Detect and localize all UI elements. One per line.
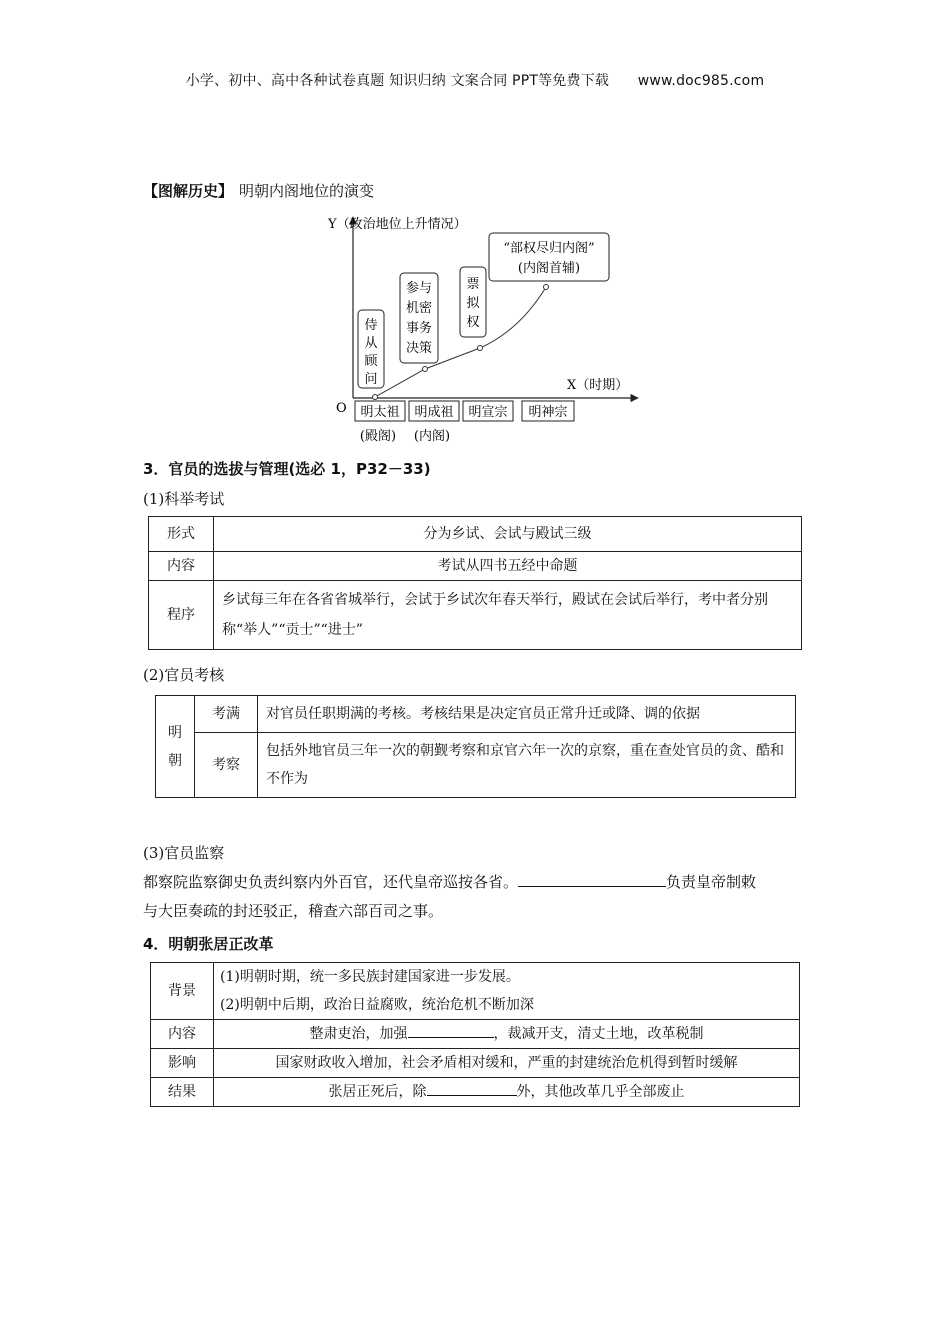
svg-text:明太祖: 明太祖 bbox=[360, 405, 400, 420]
svg-text:权: 权 bbox=[466, 315, 480, 330]
assess-label: 考满 bbox=[195, 696, 258, 733]
svg-text:问: 问 bbox=[364, 372, 378, 387]
box-shicong-guwen bbox=[358, 310, 384, 388]
section3-heading: 3．官员的选拔与管理(选必 1，P32－33) bbox=[143, 460, 431, 478]
header-text: 小学、初中、高中各种试卷真题 知识归纳 文案合同 PPT等免费下载 bbox=[185, 73, 610, 89]
assess-table bbox=[155, 695, 796, 798]
svg-text:明宣宗: 明宣宗 bbox=[468, 405, 508, 420]
svg-text:顾: 顾 bbox=[364, 354, 378, 369]
exam-content: 考试从四书五经中命题 bbox=[214, 552, 802, 581]
period-shenzong bbox=[522, 401, 574, 421]
curve-point bbox=[423, 367, 428, 372]
svg-text:拟: 拟 bbox=[466, 296, 480, 311]
table-row bbox=[151, 1020, 800, 1049]
table-row bbox=[151, 1078, 800, 1107]
page-header bbox=[0, 70, 950, 90]
assess-title: (2)官员考核 bbox=[143, 666, 225, 684]
svg-text:“部权尽归内阁”: “部权尽归内阁” bbox=[503, 241, 595, 256]
table-row bbox=[149, 581, 802, 650]
exam-label: 形式 bbox=[149, 517, 214, 552]
curve-point bbox=[544, 285, 549, 290]
svg-text:参与: 参与 bbox=[405, 281, 433, 296]
svg-text:决策: 决策 bbox=[405, 341, 433, 356]
svg-text:明神宗: 明神宗 bbox=[528, 405, 568, 420]
svg-text:事务: 事务 bbox=[405, 321, 433, 336]
assess-label: 考察 bbox=[195, 733, 258, 798]
svg-text:机密: 机密 bbox=[405, 301, 433, 316]
section4-heading: 4．明朝张居正改革 bbox=[143, 935, 274, 953]
answer-blank[interactable] bbox=[518, 870, 666, 887]
cabinet-evolution-diagram bbox=[320, 205, 650, 450]
supervise-title: (3)官员监察 bbox=[143, 844, 225, 862]
curve-point bbox=[478, 346, 483, 351]
table-row bbox=[156, 733, 796, 798]
reform-label: 影响 bbox=[151, 1049, 214, 1078]
sub-label-neige: (内阁) bbox=[413, 429, 451, 444]
table-row bbox=[156, 696, 796, 733]
reform-result: 张居正死后，除 外，其他改革几乎全部废止 bbox=[214, 1078, 800, 1107]
table-row bbox=[149, 517, 802, 552]
reform-label: 背景 bbox=[151, 963, 214, 1020]
reform-impact: 国家财政收入增加，社会矛盾相对缓和，严重的封建统治危机得到暂时缓解 bbox=[214, 1049, 800, 1078]
diagram-title bbox=[143, 180, 374, 201]
exam-label: 内容 bbox=[149, 552, 214, 581]
reform-content: 整肃吏治，加强 ，裁减开支，清丈土地，改革税制 bbox=[214, 1020, 800, 1049]
box-buquan-neige bbox=[489, 233, 609, 281]
svg-text:明成祖: 明成祖 bbox=[414, 405, 454, 420]
reform-label: 结果 bbox=[151, 1078, 214, 1107]
table-row bbox=[151, 963, 800, 1020]
period-taizu bbox=[355, 401, 405, 421]
reform-table bbox=[150, 962, 800, 1107]
answer-blank[interactable] bbox=[408, 1021, 494, 1038]
origin-label: O bbox=[336, 401, 347, 416]
answer-blank[interactable] bbox=[427, 1079, 517, 1096]
svg-text:从: 从 bbox=[364, 336, 378, 351]
y-axis-label: Y（政治地位上升情况） bbox=[328, 217, 467, 232]
table-row bbox=[149, 552, 802, 581]
svg-text:(内阁首辅): (内阁首辅) bbox=[517, 261, 581, 276]
box-piaonuquan bbox=[460, 267, 486, 337]
reform-background: (1)明朝时期，统一多民族封建国家进一步发展。 (2)明朝中后期，政治日益腐败，统治危机不断加深 bbox=[214, 963, 800, 1020]
sub-label-diange: (殿阁) bbox=[359, 429, 397, 444]
period-chengzu bbox=[409, 401, 459, 421]
diagram-title-text: 明朝内阁地位的演变 bbox=[239, 182, 375, 200]
svg-text:侍: 侍 bbox=[364, 318, 378, 333]
assess-content: 对官员任职期满的考核。考核结果是决定官员正常升迁或降、调的依据 bbox=[258, 696, 796, 733]
assess-dynasty: 明朝 bbox=[156, 696, 195, 798]
exam-content: 分为乡试、会试与殿试三级 bbox=[214, 517, 802, 552]
supervise-paragraph: 都察院监察御史负责纠察内外百官，还代皇帝巡按各省。 负责皇帝制敕 与大臣奏疏的封还驳正，稽查六部百司之事。 bbox=[143, 868, 808, 926]
exam-table bbox=[148, 516, 802, 650]
exam-title: (1)科举考试 bbox=[143, 490, 225, 508]
reform-label: 内容 bbox=[151, 1020, 214, 1049]
assess-content: 包括外地官员三年一次的朝觐考察和京官六年一次的京察，重在查处官员的贪、酷和不作为 bbox=[258, 733, 796, 798]
box-jimi-juece bbox=[400, 273, 438, 363]
header-url[interactable]: www.doc985.com bbox=[637, 73, 765, 89]
x-axis-label: X（时期） bbox=[567, 378, 629, 393]
period-xuanzong bbox=[463, 401, 513, 421]
svg-text:票: 票 bbox=[466, 277, 480, 292]
table-row bbox=[151, 1049, 800, 1078]
diagram-tag: 【图解历史】 bbox=[143, 182, 234, 200]
curve-point bbox=[373, 395, 378, 400]
exam-content: 乡试每三年在各省省城举行，会试于乡试次年春天举行，殿试在会试后举行，考中者分别称“举人”“贡士”“进士” bbox=[214, 581, 802, 650]
exam-label: 程序 bbox=[149, 581, 214, 650]
